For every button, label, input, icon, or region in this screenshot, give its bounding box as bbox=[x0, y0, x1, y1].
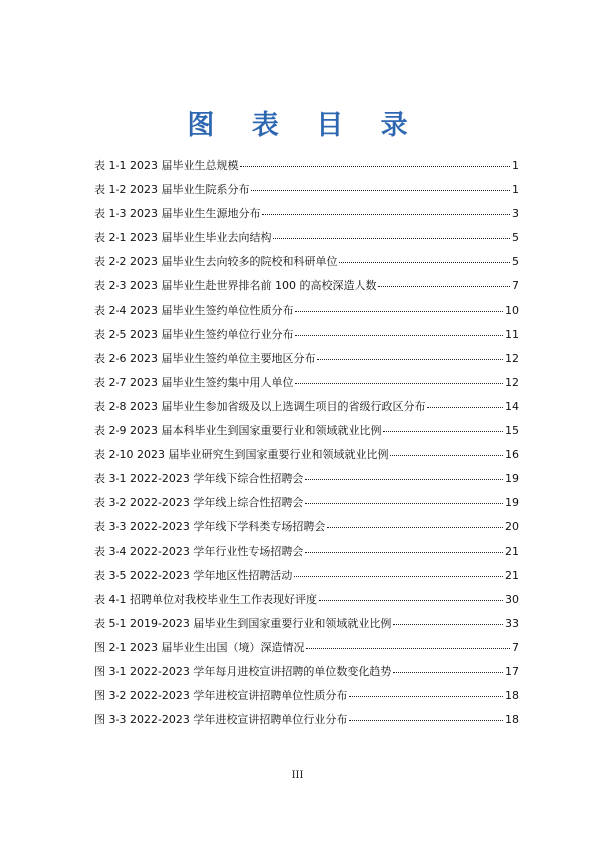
table-of-figures-list bbox=[94, 157, 519, 735]
toc-entry-label: 表 1-3 2023 届毕业生生源地分布 bbox=[94, 207, 261, 221]
toc-dot-leader bbox=[390, 455, 503, 456]
toc-entry-page: 1 bbox=[512, 183, 519, 197]
toc-entry-page: 18 bbox=[505, 713, 519, 727]
toc-entry-page: 19 bbox=[505, 472, 519, 486]
toc-dot-leader bbox=[305, 503, 503, 504]
toc-dot-leader bbox=[427, 407, 503, 408]
toc-entry-page: 15 bbox=[505, 424, 519, 438]
toc-entry-label: 表 3-3 2022-2023 学年线下学科类专场招聘会 bbox=[94, 520, 326, 534]
toc-dot-leader bbox=[305, 552, 503, 553]
toc-entry-page: 30 bbox=[505, 592, 519, 606]
toc-entry-page: 16 bbox=[505, 448, 519, 462]
toc-entry[interactable] bbox=[94, 615, 519, 639]
toc-entry-label: 表 3-1 2022-2023 学年线下综合性招聘会 bbox=[94, 472, 304, 486]
toc-dot-leader bbox=[295, 311, 503, 312]
toc-entry-page: 14 bbox=[505, 399, 519, 413]
toc-entry[interactable] bbox=[94, 422, 519, 446]
toc-entry-label: 表 2-10 2023 届毕业研究生到国家重要行业和领域就业比例 bbox=[94, 448, 389, 462]
toc-entry[interactable] bbox=[94, 639, 519, 663]
toc-entry[interactable] bbox=[94, 229, 519, 253]
toc-entry[interactable] bbox=[94, 302, 519, 326]
toc-entry-label: 表 2-3 2023 届毕业生赴世界排名前 100 的高校深造人数 bbox=[94, 279, 377, 293]
toc-dot-leader bbox=[317, 359, 503, 360]
toc-entry-page: 20 bbox=[505, 520, 519, 534]
toc-entry-page: 3 bbox=[512, 207, 519, 221]
toc-entry-label: 图 3-2 2022-2023 学年进校宣讲招聘单位性质分布 bbox=[94, 689, 348, 703]
toc-dot-leader bbox=[383, 431, 503, 432]
toc-entry-page: 11 bbox=[505, 327, 519, 341]
toc-entry-page: 21 bbox=[505, 544, 519, 558]
toc-entry-label: 表 2-8 2023 届毕业生参加省级及以上选调生项目的省级行政区分布 bbox=[94, 399, 426, 413]
toc-entry-label: 表 3-4 2022-2023 学年行业性专场招聘会 bbox=[94, 544, 304, 558]
toc-entry[interactable] bbox=[94, 205, 519, 229]
page-title: 图 表 目 录 bbox=[187, 110, 422, 141]
toc-entry-page: 10 bbox=[505, 303, 519, 317]
toc-entry[interactable] bbox=[94, 446, 519, 470]
toc-dot-leader bbox=[262, 214, 510, 215]
toc-entry[interactable] bbox=[94, 494, 519, 518]
toc-entry[interactable] bbox=[94, 663, 519, 687]
toc-entry-label: 表 5-1 2019-2023 届毕业生到国家重要行业和领域就业比例 bbox=[94, 616, 392, 630]
toc-dot-leader bbox=[349, 720, 503, 721]
toc-entry[interactable] bbox=[94, 543, 519, 567]
toc-entry-label: 表 2-5 2023 届毕业生签约单位行业分布 bbox=[94, 327, 294, 341]
toc-entry[interactable] bbox=[94, 518, 519, 542]
toc-entry[interactable] bbox=[94, 326, 519, 350]
toc-entry-page: 12 bbox=[505, 375, 519, 389]
toc-entry-label: 图 3-3 2022-2023 学年进校宣讲招聘单位行业分布 bbox=[94, 713, 348, 727]
toc-entry[interactable] bbox=[94, 181, 519, 205]
toc-entry-label: 图 2-1 2023 届毕业生出国（境）深造情况 bbox=[94, 640, 305, 654]
toc-dot-leader bbox=[295, 383, 503, 384]
toc-entry[interactable] bbox=[94, 253, 519, 277]
toc-entry-label: 表 2-6 2023 届毕业生签约单位主要地区分布 bbox=[94, 351, 316, 365]
toc-entry[interactable] bbox=[94, 567, 519, 591]
toc-dot-leader bbox=[295, 335, 503, 336]
page-number: III bbox=[291, 770, 304, 781]
toc-entry-page: 19 bbox=[505, 496, 519, 510]
toc-dot-leader bbox=[251, 190, 510, 191]
toc-entry[interactable] bbox=[94, 398, 519, 422]
toc-entry-label: 表 1-2 2023 届毕业生院系分布 bbox=[94, 183, 250, 197]
toc-entry-label: 表 1-1 2023 届毕业生总规模 bbox=[94, 159, 239, 172]
toc-entry[interactable] bbox=[94, 687, 519, 711]
toc-dot-leader bbox=[305, 479, 503, 480]
toc-entry-label: 表 2-1 2023 届毕业生毕业去向结构 bbox=[94, 231, 272, 245]
toc-dot-leader bbox=[378, 286, 510, 287]
toc-entry-page: 7 bbox=[512, 640, 519, 654]
toc-dot-leader bbox=[349, 696, 503, 697]
toc-entry-label: 表 2-7 2023 届毕业生签约集中用人单位 bbox=[94, 375, 294, 389]
toc-entry-label: 表 2-9 2023 届本科毕业生到国家重要行业和领域就业比例 bbox=[94, 424, 382, 438]
toc-entry-page: 5 bbox=[512, 231, 519, 245]
toc-entry[interactable] bbox=[94, 591, 519, 615]
toc-entry-page: 12 bbox=[505, 351, 519, 365]
toc-dot-leader bbox=[393, 624, 503, 625]
toc-dot-leader bbox=[294, 576, 503, 577]
toc-dot-leader bbox=[273, 238, 510, 239]
toc-entry-label: 表 3-5 2022-2023 学年地区性招聘活动 bbox=[94, 568, 293, 582]
toc-entry[interactable] bbox=[94, 374, 519, 398]
toc-entry-page: 18 bbox=[505, 689, 519, 703]
toc-dot-leader bbox=[327, 527, 503, 528]
toc-entry[interactable] bbox=[94, 470, 519, 494]
toc-entry-page: 17 bbox=[505, 664, 519, 678]
toc-entry-label: 图 3-1 2022-2023 学年每月进校宣讲招聘的单位数变化趋势 bbox=[94, 664, 392, 678]
toc-dot-leader bbox=[319, 600, 503, 601]
toc-entry-label: 表 2-2 2023 届毕业生去向较多的院校和科研单位 bbox=[94, 255, 338, 269]
toc-dot-leader bbox=[306, 648, 510, 649]
toc-entry-page: 33 bbox=[505, 616, 519, 630]
toc-entry-page: 7 bbox=[512, 279, 519, 293]
toc-entry-page: 5 bbox=[512, 255, 519, 269]
toc-entry[interactable] bbox=[94, 157, 519, 181]
toc-entry-label: 表 3-2 2022-2023 学年线上综合性招聘会 bbox=[94, 496, 304, 510]
toc-entry[interactable] bbox=[94, 350, 519, 374]
toc-dot-leader bbox=[339, 262, 510, 263]
toc-entry[interactable] bbox=[94, 711, 519, 735]
toc-dot-leader bbox=[240, 166, 510, 167]
toc-entry-label: 表 4-1 招聘单位对我校毕业生工作表现好评度 bbox=[94, 592, 317, 606]
toc-entry[interactable] bbox=[94, 277, 519, 301]
toc-entry-page: 21 bbox=[505, 568, 519, 582]
toc-entry-page: 1 bbox=[512, 159, 519, 172]
toc-entry-label: 表 2-4 2023 届毕业生签约单位性质分布 bbox=[94, 303, 294, 317]
toc-dot-leader bbox=[393, 672, 503, 673]
